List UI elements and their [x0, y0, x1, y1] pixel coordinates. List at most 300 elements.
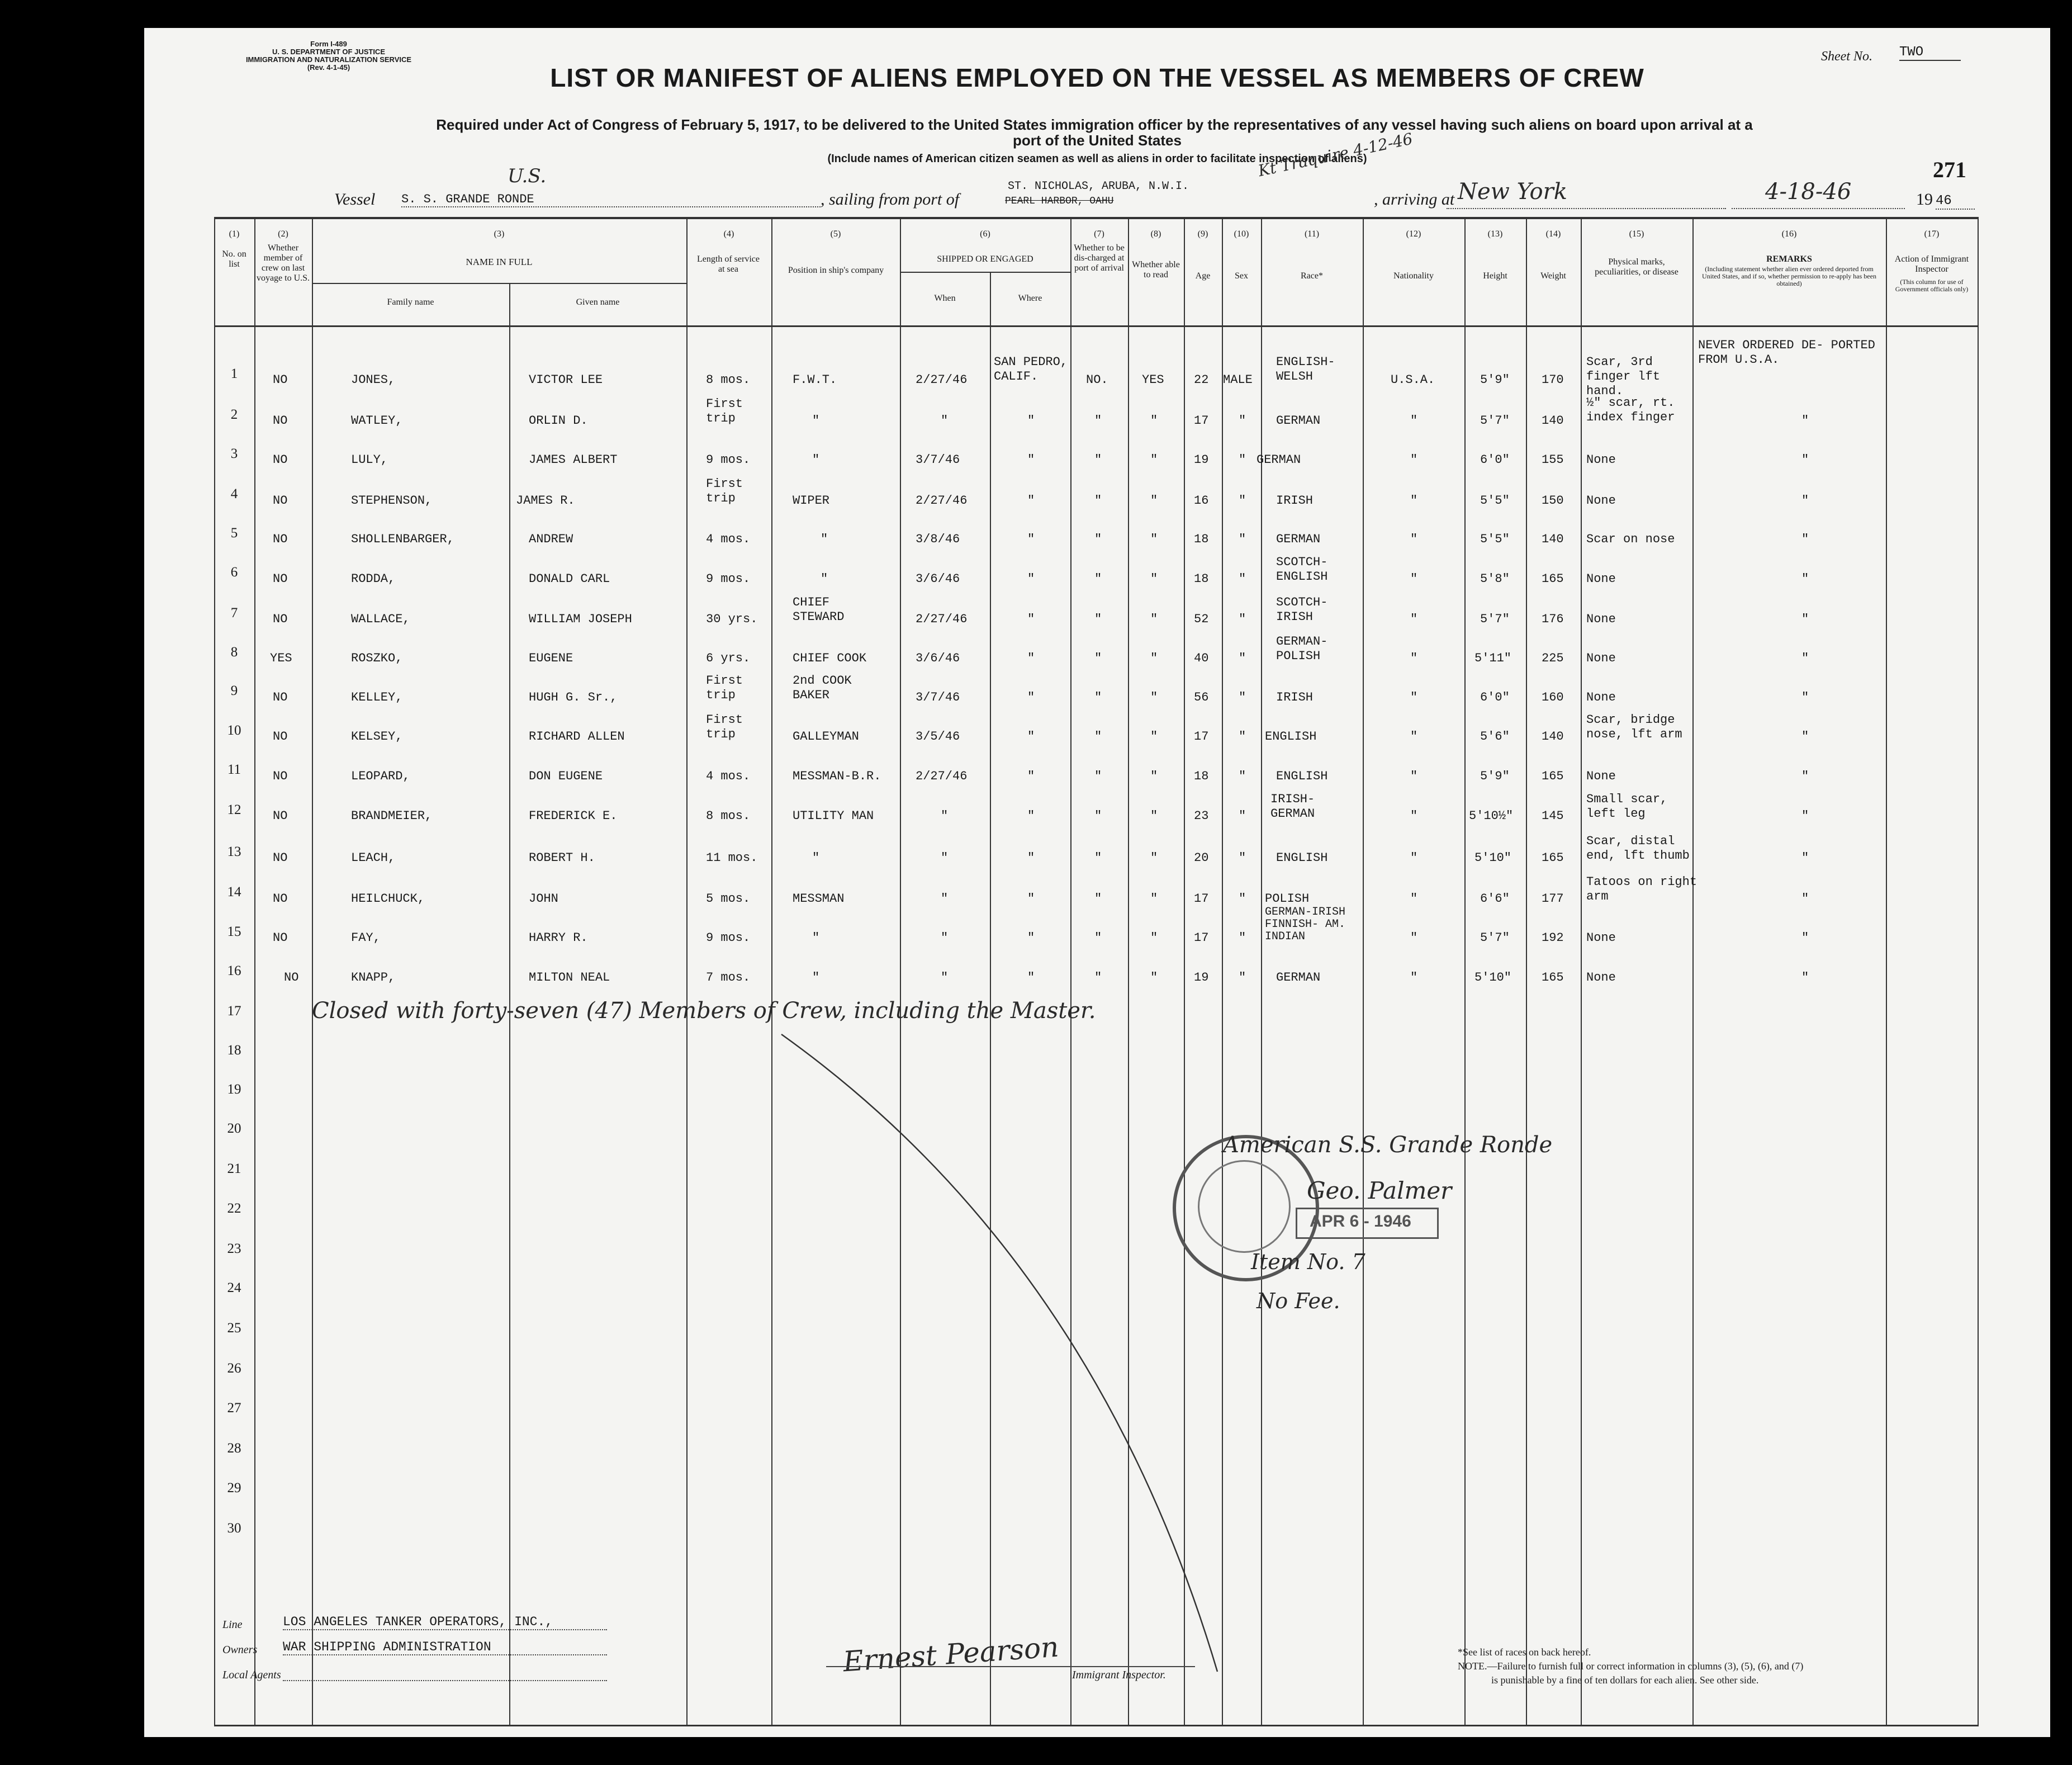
- cell-remarks: ": [1801, 690, 1809, 704]
- form-revision: (Rev. 4-1-45): [307, 63, 350, 72]
- col-8-label: Whether able to read: [1132, 260, 1180, 280]
- col-15-label: Physical marks, peculiarities, or disease: [1595, 257, 1679, 277]
- cell-service: 9 mos.: [706, 453, 751, 467]
- cell-service: 6 yrs.: [706, 651, 751, 665]
- cell-sex: ": [1239, 532, 1246, 546]
- cell-sex: MALE: [1223, 373, 1253, 387]
- col-2-num: (2): [278, 229, 288, 239]
- cell-position: F.W.T.: [793, 373, 837, 387]
- cell-when: 3/6/46: [916, 572, 960, 586]
- col-7-num: (7): [1094, 229, 1104, 239]
- col-4-num: (4): [723, 229, 734, 239]
- cell-height: 5'10": [1474, 851, 1512, 865]
- row-number: 2: [230, 407, 238, 422]
- cell-race: GERMAN: [1276, 971, 1321, 985]
- cell-given-name: WILLIAM JOSEPH: [529, 612, 632, 626]
- cell-sex: ": [1239, 494, 1246, 508]
- row-number: 25: [227, 1321, 241, 1336]
- footer-owners-value: WAR SHIPPING ADMINISTRATION: [283, 1640, 607, 1655]
- row-number: 12: [227, 802, 241, 817]
- cell-nationality: ": [1410, 892, 1418, 906]
- col-6-num: (6): [980, 229, 990, 239]
- cell-remarks: ": [1801, 769, 1809, 783]
- cell-position: GALLEYMAN: [793, 730, 859, 744]
- footer-note-1: *See list of races on back hereof.: [1458, 1646, 1591, 1658]
- cell-marks: None: [1586, 971, 1616, 985]
- cell-height: 5'9": [1480, 373, 1510, 387]
- row-number: 20: [227, 1121, 241, 1136]
- cell-remarks: ": [1801, 532, 1809, 546]
- cell-discharge: ": [1094, 414, 1102, 428]
- cell-position: WIPER: [793, 494, 830, 508]
- col-16-num: (16): [1781, 229, 1797, 239]
- manifest-sheet: [144, 28, 2050, 1737]
- cell-sex: ": [1239, 612, 1246, 626]
- subtitle-1: Required under Act of Congress of February 5, 1917, to be delivered to the United States immigration officer by the representatives of any vessel having such aliens on board upon arrival at a: [436, 116, 1753, 133]
- cell-nationality: ": [1410, 494, 1418, 508]
- cell-marks: None: [1586, 690, 1616, 704]
- row-number: 28: [227, 1441, 241, 1456]
- cell-remarks: ": [1801, 414, 1809, 428]
- cell-age: 18: [1194, 572, 1209, 586]
- cell-family-name: RODDA,: [351, 572, 396, 586]
- cell-discharge: ": [1094, 690, 1102, 704]
- cell-given-name: ORLIN D.: [529, 414, 588, 428]
- cell-nationality: ": [1410, 414, 1418, 428]
- cell-when: 3/7/46: [916, 690, 960, 704]
- cell-where: ": [1027, 809, 1035, 823]
- inspector-line: [826, 1666, 1195, 1667]
- cell-prev-voyage: NO: [273, 892, 288, 906]
- cell-discharge: ": [1094, 651, 1102, 665]
- cell-marks: None: [1586, 931, 1616, 945]
- cell-read: ": [1150, 809, 1158, 823]
- cell-age: 40: [1194, 651, 1209, 665]
- cell-discharge: ": [1094, 769, 1102, 783]
- cell-remarks: NEVER ORDERED DE- PORTED FROM U.S.A.: [1698, 338, 1875, 367]
- col-7-label: Whether to be dis-charged at port of arrival: [1074, 243, 1125, 273]
- cell-race: IRISH: [1276, 494, 1314, 508]
- subtitle-2: port of the United States: [1013, 132, 1182, 149]
- cell-weight: 150: [1542, 494, 1564, 508]
- cell-nationality: ": [1410, 690, 1418, 704]
- cell-when: 3/7/46: [916, 453, 960, 467]
- cell-prev-voyage: NO: [273, 414, 288, 428]
- arriving-label: , arriving at: [1374, 190, 1455, 209]
- cell-age: 19: [1194, 453, 1209, 467]
- cell-when: 3/8/46: [916, 532, 960, 546]
- sailing-struck: PEARL HARBOR, OAHU: [1005, 196, 1114, 207]
- col-10-num: (10): [1234, 229, 1249, 239]
- col-4-label: Length of service at sea: [697, 254, 760, 274]
- cell-prev-voyage: NO: [273, 809, 288, 823]
- col-12-label: Nationality: [1393, 271, 1434, 281]
- cell-marks: Scar, 3rd finger lft hand.: [1586, 355, 1661, 398]
- cell-family-name: LULY,: [351, 453, 388, 467]
- cell-remarks: ": [1801, 931, 1809, 945]
- cell-weight: 165: [1542, 851, 1564, 865]
- cell-service: 8 mos.: [706, 373, 751, 387]
- cell-where: ": [1027, 494, 1035, 508]
- cell-family-name: ROSZKO,: [351, 651, 403, 665]
- cell-age: 23: [1194, 809, 1209, 823]
- cell-when: ": [941, 971, 949, 985]
- cell-read: ": [1150, 414, 1158, 428]
- cell-prev-voyage: NO: [273, 453, 288, 467]
- cell-sex: ": [1239, 651, 1246, 665]
- cell-nationality: ": [1410, 769, 1418, 783]
- col-17-label: Action of Immigrant Inspector: [1894, 254, 1969, 274]
- cell-prev-voyage: NO: [273, 373, 288, 387]
- cell-height: 5'5": [1480, 532, 1510, 546]
- cell-given-name: MILTON NEAL: [529, 971, 610, 985]
- cell-age: 18: [1194, 532, 1209, 546]
- form-service: IMMIGRATION AND NATURALIZATION SERVICE: [245, 55, 412, 64]
- col-3-family: Family name: [387, 297, 434, 307]
- cell-discharge: ": [1094, 971, 1102, 985]
- cell-where: ": [1027, 651, 1035, 665]
- col-16-note: (Including statement whether alien ever ordered deported from United States, and if so, whether permission to re-apply has been obtained): [1702, 265, 1876, 287]
- cell-marks: Scar, bridge nose, lft arm: [1586, 713, 1682, 741]
- cell-sex: ": [1239, 809, 1246, 823]
- row-number: 15: [227, 924, 241, 939]
- col-1-num: (1): [229, 229, 240, 239]
- col-9-num: (9): [1197, 229, 1208, 239]
- col-3-given: Given name: [576, 297, 620, 307]
- row-number: 17: [227, 1004, 241, 1019]
- cell-service: First trip: [706, 397, 743, 425]
- row-number: 18: [227, 1043, 241, 1058]
- cell-position: CHIEF COOK: [793, 651, 867, 665]
- cell-remarks: ": [1801, 651, 1809, 665]
- cell-read: ": [1150, 769, 1158, 783]
- col-2-label: Whether member of crew on last voyage to U.S.: [256, 243, 310, 283]
- cell-height: 5'6": [1480, 730, 1510, 744]
- cell-sex: ": [1239, 971, 1246, 985]
- cell-remarks: ": [1801, 971, 1809, 985]
- cell-position: ": [821, 572, 828, 586]
- cell-height: 5'7": [1480, 612, 1510, 626]
- cell-read: YES: [1142, 373, 1164, 387]
- row-number: 22: [227, 1201, 241, 1216]
- cell-remarks: ": [1801, 612, 1809, 626]
- sheet-no-value: TWO: [1899, 45, 1961, 61]
- cell-weight: 160: [1542, 690, 1564, 704]
- cell-service: First trip: [706, 477, 743, 505]
- cell-prev-voyage: NO: [273, 769, 288, 783]
- cell-race: GERMAN: [1276, 532, 1321, 546]
- cell-service: 11 mos.: [706, 851, 758, 865]
- cell-service: 4 mos.: [706, 532, 751, 546]
- cell-height: 5'9": [1480, 769, 1510, 783]
- cell-family-name: BRANDMEIER,: [351, 809, 433, 823]
- cell-when: ": [941, 892, 949, 906]
- cell-weight: 165: [1542, 769, 1564, 783]
- row-number: 9: [230, 683, 238, 698]
- cell-remarks: ": [1801, 730, 1809, 744]
- cell-discharge: ": [1094, 809, 1102, 823]
- cell-where: ": [1027, 730, 1035, 744]
- row-number: 6: [230, 565, 238, 580]
- row-number: 11: [227, 762, 241, 777]
- cell-service: 5 mos.: [706, 892, 751, 906]
- cell-age: 20: [1194, 851, 1209, 865]
- footer-note-2: NOTE.—Failure to furnish full or correct information in columns (3), (5), (6), and (7): [1458, 1660, 1804, 1672]
- arriving-value: New York: [1458, 179, 1567, 205]
- cell-prev-voyage: NO: [273, 730, 288, 744]
- cell-family-name: WATLEY,: [351, 414, 403, 428]
- row-number: 13: [227, 844, 241, 859]
- cell-given-name: EUGENE: [529, 651, 573, 665]
- cell-family-name: KELSEY,: [351, 730, 403, 744]
- cell-where: ": [1027, 769, 1035, 783]
- cell-prev-voyage: NO: [273, 851, 288, 865]
- col-1-label: No. on list: [222, 249, 246, 269]
- cell-given-name: HARRY R.: [529, 931, 588, 945]
- col-15-num: (15): [1629, 229, 1644, 239]
- cell-read: ": [1150, 931, 1158, 945]
- cell-when: 2/27/46: [916, 769, 968, 783]
- cell-position: CHIEF STEWARD: [793, 595, 845, 624]
- cell-discharge: NO.: [1086, 373, 1108, 387]
- cell-weight: 145: [1542, 809, 1564, 823]
- cell-given-name: HUGH G. Sr.,: [529, 690, 618, 704]
- cell-race: GERMAN- POLISH: [1276, 635, 1328, 663]
- cell-height: 6'0": [1480, 453, 1510, 467]
- footer-note-3: is punishable by a fine of ten dollars for each alien. See other side.: [1491, 1674, 1759, 1686]
- cell-race: ENGLISH: [1276, 769, 1328, 783]
- cell-age: 16: [1194, 494, 1209, 508]
- cell-sex: ": [1239, 931, 1246, 945]
- cell-height: 5'5": [1480, 494, 1510, 508]
- subtitle-3: (Include names of American citizen seamen as well as aliens in order to facilitate inspection of aliens): [827, 153, 1367, 165]
- col-11-label: Race*: [1301, 271, 1323, 281]
- sheet-no-label: Sheet No.: [1821, 49, 1872, 64]
- cell-weight: 155: [1542, 453, 1564, 467]
- cell-age: 17: [1194, 892, 1209, 906]
- footer-owners-label: Owners: [222, 1644, 258, 1656]
- cell-discharge: ": [1094, 494, 1102, 508]
- cell-where: ": [1027, 572, 1035, 586]
- cell-height: 5'11": [1474, 651, 1512, 665]
- col-14-label: Weight: [1540, 271, 1566, 281]
- row-number: 24: [227, 1280, 241, 1295]
- col-10-label: Sex: [1235, 271, 1248, 281]
- cell-family-name: HEILCHUCK,: [351, 892, 425, 906]
- cell-sex: ": [1239, 769, 1246, 783]
- row-number: 3: [230, 446, 238, 461]
- cell-where: ": [1027, 892, 1035, 906]
- cell-nationality: ": [1410, 730, 1418, 744]
- cell-remarks: ": [1801, 572, 1809, 586]
- cell-weight: 170: [1542, 373, 1564, 387]
- row-number: 1: [230, 366, 238, 381]
- cell-position: ": [812, 851, 820, 865]
- cell-position: UTILITY MAN: [793, 809, 874, 823]
- cell-remarks: ": [1801, 892, 1809, 906]
- inspector-label: Immigrant Inspector.: [1072, 1669, 1166, 1681]
- cell-service: 9 mos.: [706, 572, 751, 586]
- cell-marks: None: [1586, 769, 1616, 783]
- cell-read: ": [1150, 971, 1158, 985]
- cell-discharge: ": [1094, 851, 1102, 865]
- cell-discharge: ": [1094, 572, 1102, 586]
- cell-sex: ": [1239, 572, 1246, 586]
- col-8-num: (8): [1150, 229, 1161, 239]
- cell-age: 22: [1194, 373, 1209, 387]
- cell-service: 9 mos.: [706, 931, 751, 945]
- page-title: LIST OR MANIFEST OF ALIENS EMPLOYED ON THE VESSEL AS MEMBERS OF CREW: [550, 63, 1644, 92]
- cell-position: 2nd COOK BAKER: [793, 674, 852, 702]
- footer-line-value: LOS ANGELES TANKER OPERATORS, INC.,: [283, 1615, 607, 1630]
- cell-where: ": [1027, 532, 1035, 546]
- cell-read: ": [1150, 494, 1158, 508]
- cell-race: GERMAN-IRISH FINNISH- AM. INDIAN: [1265, 906, 1346, 943]
- cell-age: 56: [1194, 690, 1209, 704]
- cell-race: IRISH- GERMAN: [1270, 792, 1315, 821]
- row-number: 26: [227, 1361, 241, 1376]
- cell-when: ": [941, 809, 949, 823]
- cell-race: SCOTCH- IRISH: [1276, 595, 1328, 624]
- cell-given-name: JOHN: [529, 892, 558, 906]
- stamp-vessel-line: American S.S. Grande Ronde: [1223, 1132, 1553, 1158]
- cell-sex: ": [1239, 690, 1246, 704]
- cell-where: ": [1027, 414, 1035, 428]
- arrival-date: 4-18-46: [1765, 179, 1852, 205]
- cell-where: ": [1027, 971, 1035, 985]
- cell-weight: 176: [1542, 612, 1564, 626]
- cell-read: ": [1150, 453, 1158, 467]
- cell-read: ": [1150, 651, 1158, 665]
- cell-read: ": [1150, 730, 1158, 744]
- cell-marks: None: [1586, 453, 1616, 467]
- cancel-line: [144, 28, 2050, 1737]
- cell-sex: ": [1239, 414, 1246, 428]
- cell-nationality: U.S.A.: [1391, 373, 1435, 387]
- vessel-note: U.S.: [508, 165, 547, 187]
- cell-given-name: JAMES ALBERT: [529, 453, 618, 467]
- cell-service: 7 mos.: [706, 971, 751, 985]
- form-number: Form I-489: [310, 40, 347, 48]
- cell-race: POLISH: [1265, 892, 1310, 906]
- cell-prev-voyage: NO: [273, 494, 288, 508]
- footer-agents-label: Local Agents: [222, 1669, 281, 1681]
- cell-prev-voyage: NO: [273, 690, 288, 704]
- row-number: 10: [227, 723, 241, 738]
- cell-weight: 225: [1542, 651, 1564, 665]
- stamp-item-no: Item No. 7: [1251, 1250, 1365, 1274]
- cell-race: GERMAN: [1276, 414, 1321, 428]
- cell-discharge: ": [1094, 931, 1102, 945]
- cell-when: 3/5/46: [916, 730, 960, 744]
- stamp-signature: Geo. Palmer: [1307, 1177, 1452, 1204]
- cell-race: ENGLISH: [1276, 851, 1328, 865]
- cell-age: 17: [1194, 931, 1209, 945]
- cell-when: ": [941, 851, 949, 865]
- cell-given-name: DONALD CARL: [529, 572, 610, 586]
- stamp-inner-ring: [1198, 1160, 1291, 1253]
- vessel-value: S. S. GRANDE RONDE: [401, 192, 821, 207]
- cell-when: 2/27/46: [916, 494, 968, 508]
- cell-read: ": [1150, 612, 1158, 626]
- cell-remarks: ": [1801, 809, 1809, 823]
- cell-height: 5'7": [1480, 931, 1510, 945]
- cell-prev-voyage: NO: [273, 931, 288, 945]
- cell-family-name: FAY,: [351, 931, 381, 945]
- cell-given-name: VICTOR LEE: [529, 373, 603, 387]
- cell-when: 2/27/46: [916, 612, 968, 626]
- col-9-label: Age: [1195, 271, 1211, 281]
- row-number: 16: [227, 963, 241, 978]
- cell-height: 6'0": [1480, 690, 1510, 704]
- cell-marks: Tatoos on right arm: [1586, 875, 1698, 903]
- cell-weight: 140: [1542, 532, 1564, 546]
- cell-given-name: DON EUGENE: [529, 769, 603, 783]
- cell-read: ": [1150, 690, 1158, 704]
- cell-remarks: ": [1801, 494, 1809, 508]
- row-number: 14: [227, 884, 241, 900]
- col-5-label: Position in ship's company: [788, 266, 884, 275]
- cell-discharge: ": [1094, 453, 1102, 467]
- stamp-fee: No Fee.: [1257, 1289, 1340, 1313]
- cell-discharge: ": [1094, 612, 1102, 626]
- cell-nationality: ": [1410, 851, 1418, 865]
- cell-given-name: JAMES R.: [516, 494, 575, 508]
- cell-sex: ": [1239, 730, 1246, 744]
- form-department: U. S. DEPARTMENT OF JUSTICE: [272, 48, 385, 56]
- col-13-label: Height: [1483, 271, 1507, 281]
- row-number: 8: [230, 645, 238, 660]
- cell-prev-voyage: NO: [273, 572, 288, 586]
- cell-nationality: ": [1410, 572, 1418, 586]
- cell-marks: None: [1586, 612, 1616, 626]
- sailing-value: ST. NICHOLAS, ARUBA, N.W.I.: [1008, 180, 1189, 193]
- cell-race: GERMAN: [1257, 453, 1301, 467]
- cell-service: 4 mos.: [706, 769, 751, 783]
- cell-prev-voyage: NO: [273, 612, 288, 626]
- cell-sex: ": [1239, 453, 1246, 467]
- cell-family-name: KELLEY,: [351, 690, 403, 704]
- cell-marks: None: [1586, 651, 1616, 665]
- row-number: 29: [227, 1480, 241, 1496]
- cell-service: 30 yrs.: [706, 612, 758, 626]
- cell-family-name: LEOPARD,: [351, 769, 410, 783]
- cell-race: ENGLISH: [1265, 730, 1317, 744]
- cell-family-name: STEPHENSON,: [351, 494, 433, 508]
- cell-age: 18: [1194, 769, 1209, 783]
- cell-service: First trip: [706, 713, 743, 741]
- cell-when: 3/6/46: [916, 651, 960, 665]
- cell-nationality: ": [1410, 532, 1418, 546]
- cell-weight: 177: [1542, 892, 1564, 906]
- row-number: 21: [227, 1161, 241, 1176]
- col-12-num: (12): [1406, 229, 1421, 239]
- cell-given-name: FREDERICK E.: [529, 809, 618, 823]
- row-number: 4: [230, 486, 238, 501]
- cell-given-name: ROBERT H.: [529, 851, 595, 865]
- cell-race: IRISH: [1276, 690, 1314, 704]
- cell-nationality: ": [1410, 931, 1418, 945]
- cell-given-name: RICHARD ALLEN: [529, 730, 625, 744]
- cell-where: ": [1027, 931, 1035, 945]
- cell-where: ": [1027, 851, 1035, 865]
- cell-where: ": [1027, 453, 1035, 467]
- cell-remarks: ": [1801, 453, 1809, 467]
- col-5-num: (5): [830, 229, 841, 239]
- cell-position: ": [812, 931, 820, 945]
- cell-position: MESSMAN-B.R.: [793, 769, 881, 783]
- cell-where: ": [1027, 690, 1035, 704]
